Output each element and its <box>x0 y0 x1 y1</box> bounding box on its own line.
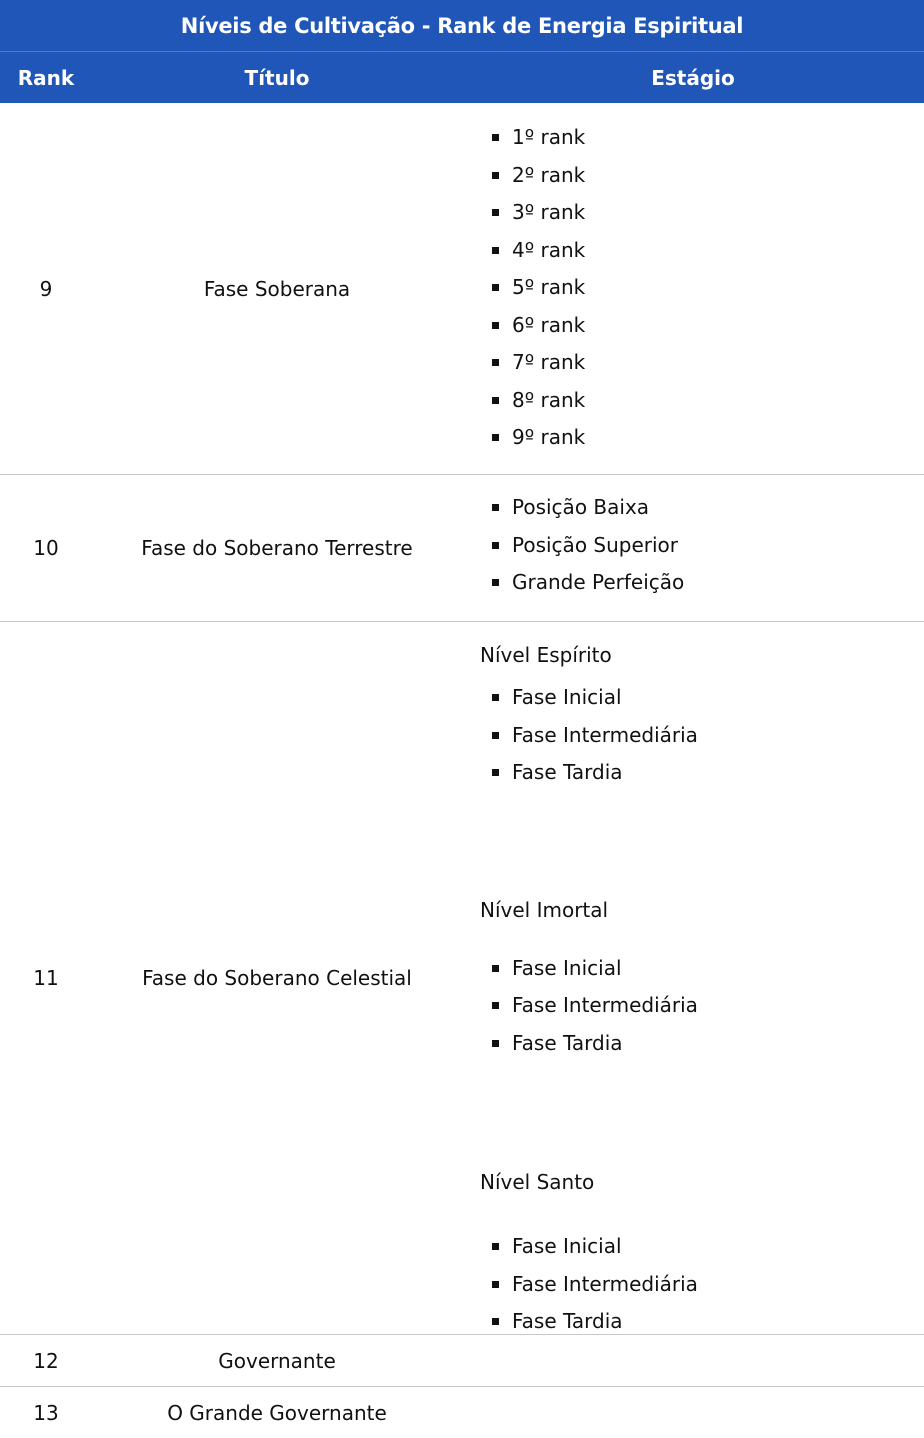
stage-cell <box>462 475 924 621</box>
table-row <box>0 622 924 1335</box>
square-bullet-icon <box>492 542 499 549</box>
rank-cell: 9 <box>39 276 53 301</box>
square-bullet-icon <box>492 397 499 404</box>
square-bullet-icon <box>492 504 499 511</box>
square-bullet-icon <box>492 1281 499 1288</box>
stage-list <box>480 950 924 1063</box>
stage-list <box>480 679 924 792</box>
title-cell: Fase Soberana <box>203 276 351 301</box>
stage-item: Fase Inicial <box>512 679 924 717</box>
title-cell: Governante <box>218 1348 336 1373</box>
square-bullet-icon <box>492 359 499 366</box>
stage-item: Grande Perfeição <box>512 564 924 602</box>
square-bullet-icon <box>492 134 499 141</box>
stage-list <box>480 489 924 602</box>
column-header-title: Título <box>244 65 310 90</box>
square-bullet-icon <box>492 1040 499 1047</box>
square-bullet-icon <box>492 209 499 216</box>
table-caption: Níveis de Cultivação - Rank de Energia Espiritual <box>0 0 924 51</box>
stage-group-title: Nível Imortal <box>480 897 609 922</box>
square-bullet-icon <box>492 247 499 254</box>
stage-item: 8º rank <box>512 382 924 420</box>
column-header-stage: Estágio <box>651 65 735 90</box>
stage-item: 6º rank <box>512 307 924 345</box>
title-cell: Fase do Soberano Terrestre <box>141 536 413 560</box>
stage-item: 1º rank <box>512 119 924 157</box>
square-bullet-icon <box>492 579 499 586</box>
square-bullet-icon <box>492 732 499 739</box>
table-row <box>0 1335 924 1387</box>
stage-item: Fase Intermediária <box>512 717 924 755</box>
title-cell: O Grande Governante <box>167 1400 387 1425</box>
square-bullet-icon <box>492 769 499 776</box>
rank-cell: 11 <box>33 966 59 990</box>
table-header-row <box>0 51 924 103</box>
table-row <box>0 1387 924 1438</box>
stage-item: 7º rank <box>512 344 924 382</box>
table-row <box>0 103 924 475</box>
column-header-rank: Rank <box>17 65 75 90</box>
table-row <box>0 475 924 622</box>
stage-cell <box>462 1387 924 1438</box>
stage-item: Fase Inicial <box>512 1228 924 1266</box>
rank-cell: 12 <box>33 1348 59 1373</box>
square-bullet-icon <box>492 322 499 329</box>
stage-item: 9º rank <box>512 419 924 457</box>
stage-item: Posição Superior <box>512 527 924 565</box>
square-bullet-icon <box>492 965 499 972</box>
stage-item: 5º rank <box>512 269 924 307</box>
square-bullet-icon <box>492 1002 499 1009</box>
square-bullet-icon <box>492 172 499 179</box>
stage-group-title: Nível Espírito <box>480 643 612 667</box>
stage-item: Fase Tardia <box>512 754 924 792</box>
square-bullet-icon <box>492 1243 499 1250</box>
stage-item: Posição Baixa <box>512 489 924 527</box>
stage-list <box>480 1228 924 1341</box>
square-bullet-icon <box>492 284 499 291</box>
square-bullet-icon <box>492 694 499 701</box>
stage-cell <box>462 1335 924 1386</box>
stage-cell <box>462 103 924 474</box>
square-bullet-icon <box>492 434 499 441</box>
rank-cell: 10 <box>33 536 59 560</box>
stage-item: Fase Tardia <box>512 1303 924 1341</box>
stage-cell <box>462 622 924 1334</box>
stage-item: Fase Inicial <box>512 950 924 988</box>
stage-item: 2º rank <box>512 157 924 195</box>
stage-item: 3º rank <box>512 194 924 232</box>
stage-list <box>480 119 924 457</box>
stage-item: Fase Tardia <box>512 1025 924 1063</box>
stage-group-title: Nível Santo <box>480 1170 595 1194</box>
square-bullet-icon <box>492 1318 499 1325</box>
rank-cell: 13 <box>33 1400 59 1425</box>
title-cell: Fase do Soberano Celestial <box>142 966 412 990</box>
stage-item: Fase Intermediária <box>512 987 924 1025</box>
stage-item: Fase Intermediária <box>512 1266 924 1304</box>
stage-item: 4º rank <box>512 232 924 270</box>
